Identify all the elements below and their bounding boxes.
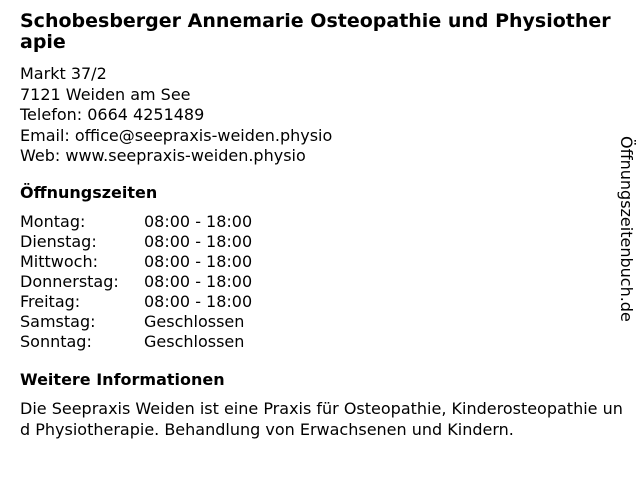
hours-row-thursday	[20, 272, 630, 292]
day-label: Montag:	[20, 211, 86, 231]
business-card	[20, 11, 630, 440]
hours-row-saturday	[20, 312, 630, 332]
hours-value: 08:00 - 18:00	[144, 291, 253, 311]
hours-row-friday	[20, 292, 630, 312]
hours-row-tuesday	[20, 232, 630, 252]
info-description: Die Seepraxis Weiden ist eine Praxis für Osteopathie, Kinderosteopathie und Physiotherapie. Behandlung von Erwachsenen und Kindern.	[20, 398, 623, 439]
address-street: Markt 37/2	[20, 64, 107, 83]
brand-watermark: Öffnungszeitenbuch.de	[617, 136, 636, 322]
day-label: Freitag:	[20, 291, 81, 311]
day-label: Sonntag:	[20, 331, 92, 351]
hours-row-sunday	[20, 332, 630, 352]
day-label: Dienstag:	[20, 231, 97, 251]
hours-value: Geschlossen	[144, 311, 245, 331]
hours-row-monday	[20, 212, 630, 232]
address-city: 7121 Weiden am See	[20, 84, 191, 104]
info-heading: Weitere Informationen	[20, 369, 225, 389]
contact-block	[20, 64, 630, 167]
email: Email: office@seepraxis-weiden.physio	[20, 125, 333, 145]
business-name: Schobesberger Annemarie Osteopathie und Physiotherapie	[20, 10, 611, 53]
website: Web: www.seepraxis-weiden.physio	[20, 146, 306, 165]
day-label: Mittwoch:	[20, 251, 98, 271]
day-label: Samstag:	[20, 311, 96, 331]
opening-hours-heading: Öffnungszeiten	[20, 182, 158, 202]
hours-value: 08:00 - 18:00	[144, 231, 253, 251]
hours-row-wednesday	[20, 252, 630, 272]
phone: Telefon: 0664 4251489	[20, 105, 205, 124]
opening-hours-table	[20, 212, 630, 352]
day-label: Donnerstag:	[20, 271, 119, 291]
hours-value: 08:00 - 18:00	[144, 251, 253, 271]
hours-value: 08:00 - 18:00	[144, 271, 253, 291]
hours-value: Geschlossen	[144, 331, 245, 351]
hours-value: 08:00 - 18:00	[144, 211, 253, 231]
